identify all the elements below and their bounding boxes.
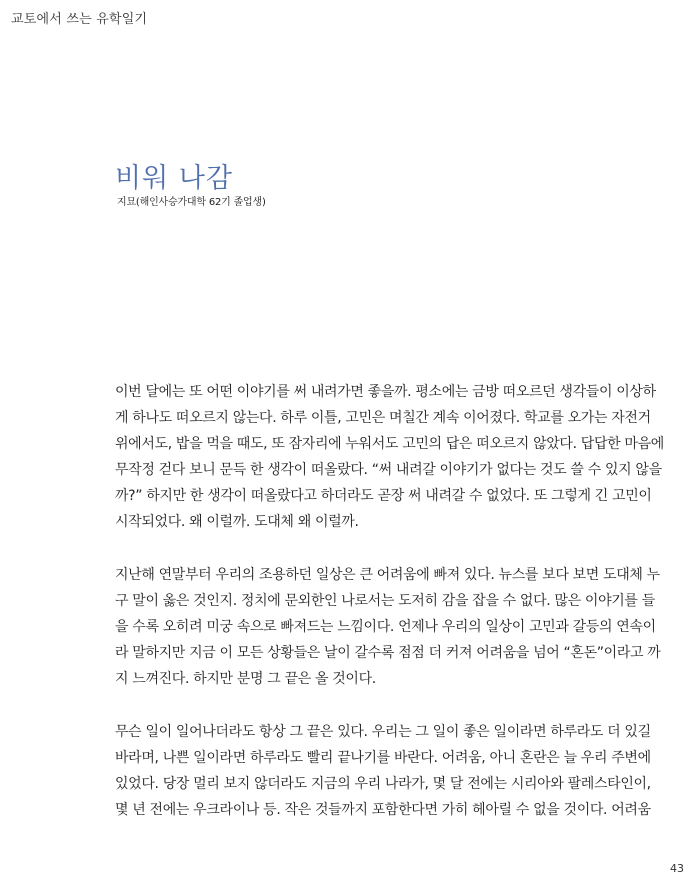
text-line: 바라며, 나쁜 일이라면 하루라도 빨리 끝나기를 바란다. 어려움, 아니 혼란은 늘 우리 주변에 (115, 750, 651, 766)
text-line: 라 말하지만 지금 이 모든 상황들은 날이 갈수록 점점 더 커져 어려움을 넘어 “혼돈”이라고 까 (115, 645, 661, 661)
text-line: 구 말이 옳은 것인지. 정치에 문외한인 나로서는 도저히 감을 잡을 수 없다. 많은 이야기를 들 (115, 593, 655, 609)
text-line: 지 느껴진다. 하지만 분명 그 끝은 올 것이다. (115, 671, 376, 687)
text-line: 이번 달에는 또 어떤 이야기를 써 내려가면 좋을까. 평소에는 금방 떠오르던 생각들이 이상하 (115, 384, 656, 400)
running-head: 교토에서 쓰는 유학일기 (11, 12, 148, 27)
text-line: 무작정 걷다 보니 문득 한 생각이 떠올랐다. “써 내려갈 이야기가 없다는 것도 쓸 수 있지 않을 (115, 462, 662, 478)
text-line: 무슨 일이 일어나더라도 항상 그 끝은 있다. 우리는 그 일이 좋은 일이라면 하루라도 더 있길 (115, 724, 651, 740)
text-line: 까?” 하지만 한 생각이 떠올랐다고 하더라도 곧장 써 내려갈 수 없었다. 또 그렇게 긴 고민이 (115, 488, 652, 504)
page-number: 43 (670, 862, 684, 875)
author-byline: 지묘(해인사승가대학 62기 졸업생) (117, 197, 266, 208)
text-line: 있었다. 당장 멀리 보지 않더라도 지금의 우리 나라가, 몇 달 전에는 시리아와 팔레스타인이, (115, 776, 651, 792)
text-line: 몇 년 전에는 우크라이나 등. 작은 것들까지 포함한다면 가히 헤아릴 수 없을 것이다. 어려움 (115, 802, 651, 818)
paragraph-1 (115, 379, 673, 535)
paragraph-3 (115, 719, 673, 823)
paragraph-2 (115, 562, 673, 692)
text-line: 게 하나도 떠오르지 않는다. 하루 이틀, 고민은 며칠간 계속 이어졌다. 학교를 오가는 자전거 (115, 410, 651, 426)
text-line: 을 수록 오히려 미궁 속으로 빠져드는 느낌이다. 언제나 우리의 일상이 고민과 갈등의 연속이 (115, 619, 656, 635)
text-line: 시작되었다. 왜 이럴까. 도대체 왜 이럴까. (115, 514, 359, 530)
text-line: 위에서도, 밥을 먹을 때도, 또 잠자리에 누워서도 고민의 답은 떠오르지 않았다. 답답한 마음에 (115, 436, 664, 452)
text-line: 지난해 연말부터 우리의 조용하던 일상은 큰 어려움에 빠져 있다. 뉴스를 보다 보면 도대체 누 (115, 567, 660, 583)
article-title: 비워 나감 (115, 163, 233, 195)
article-body (115, 379, 673, 850)
